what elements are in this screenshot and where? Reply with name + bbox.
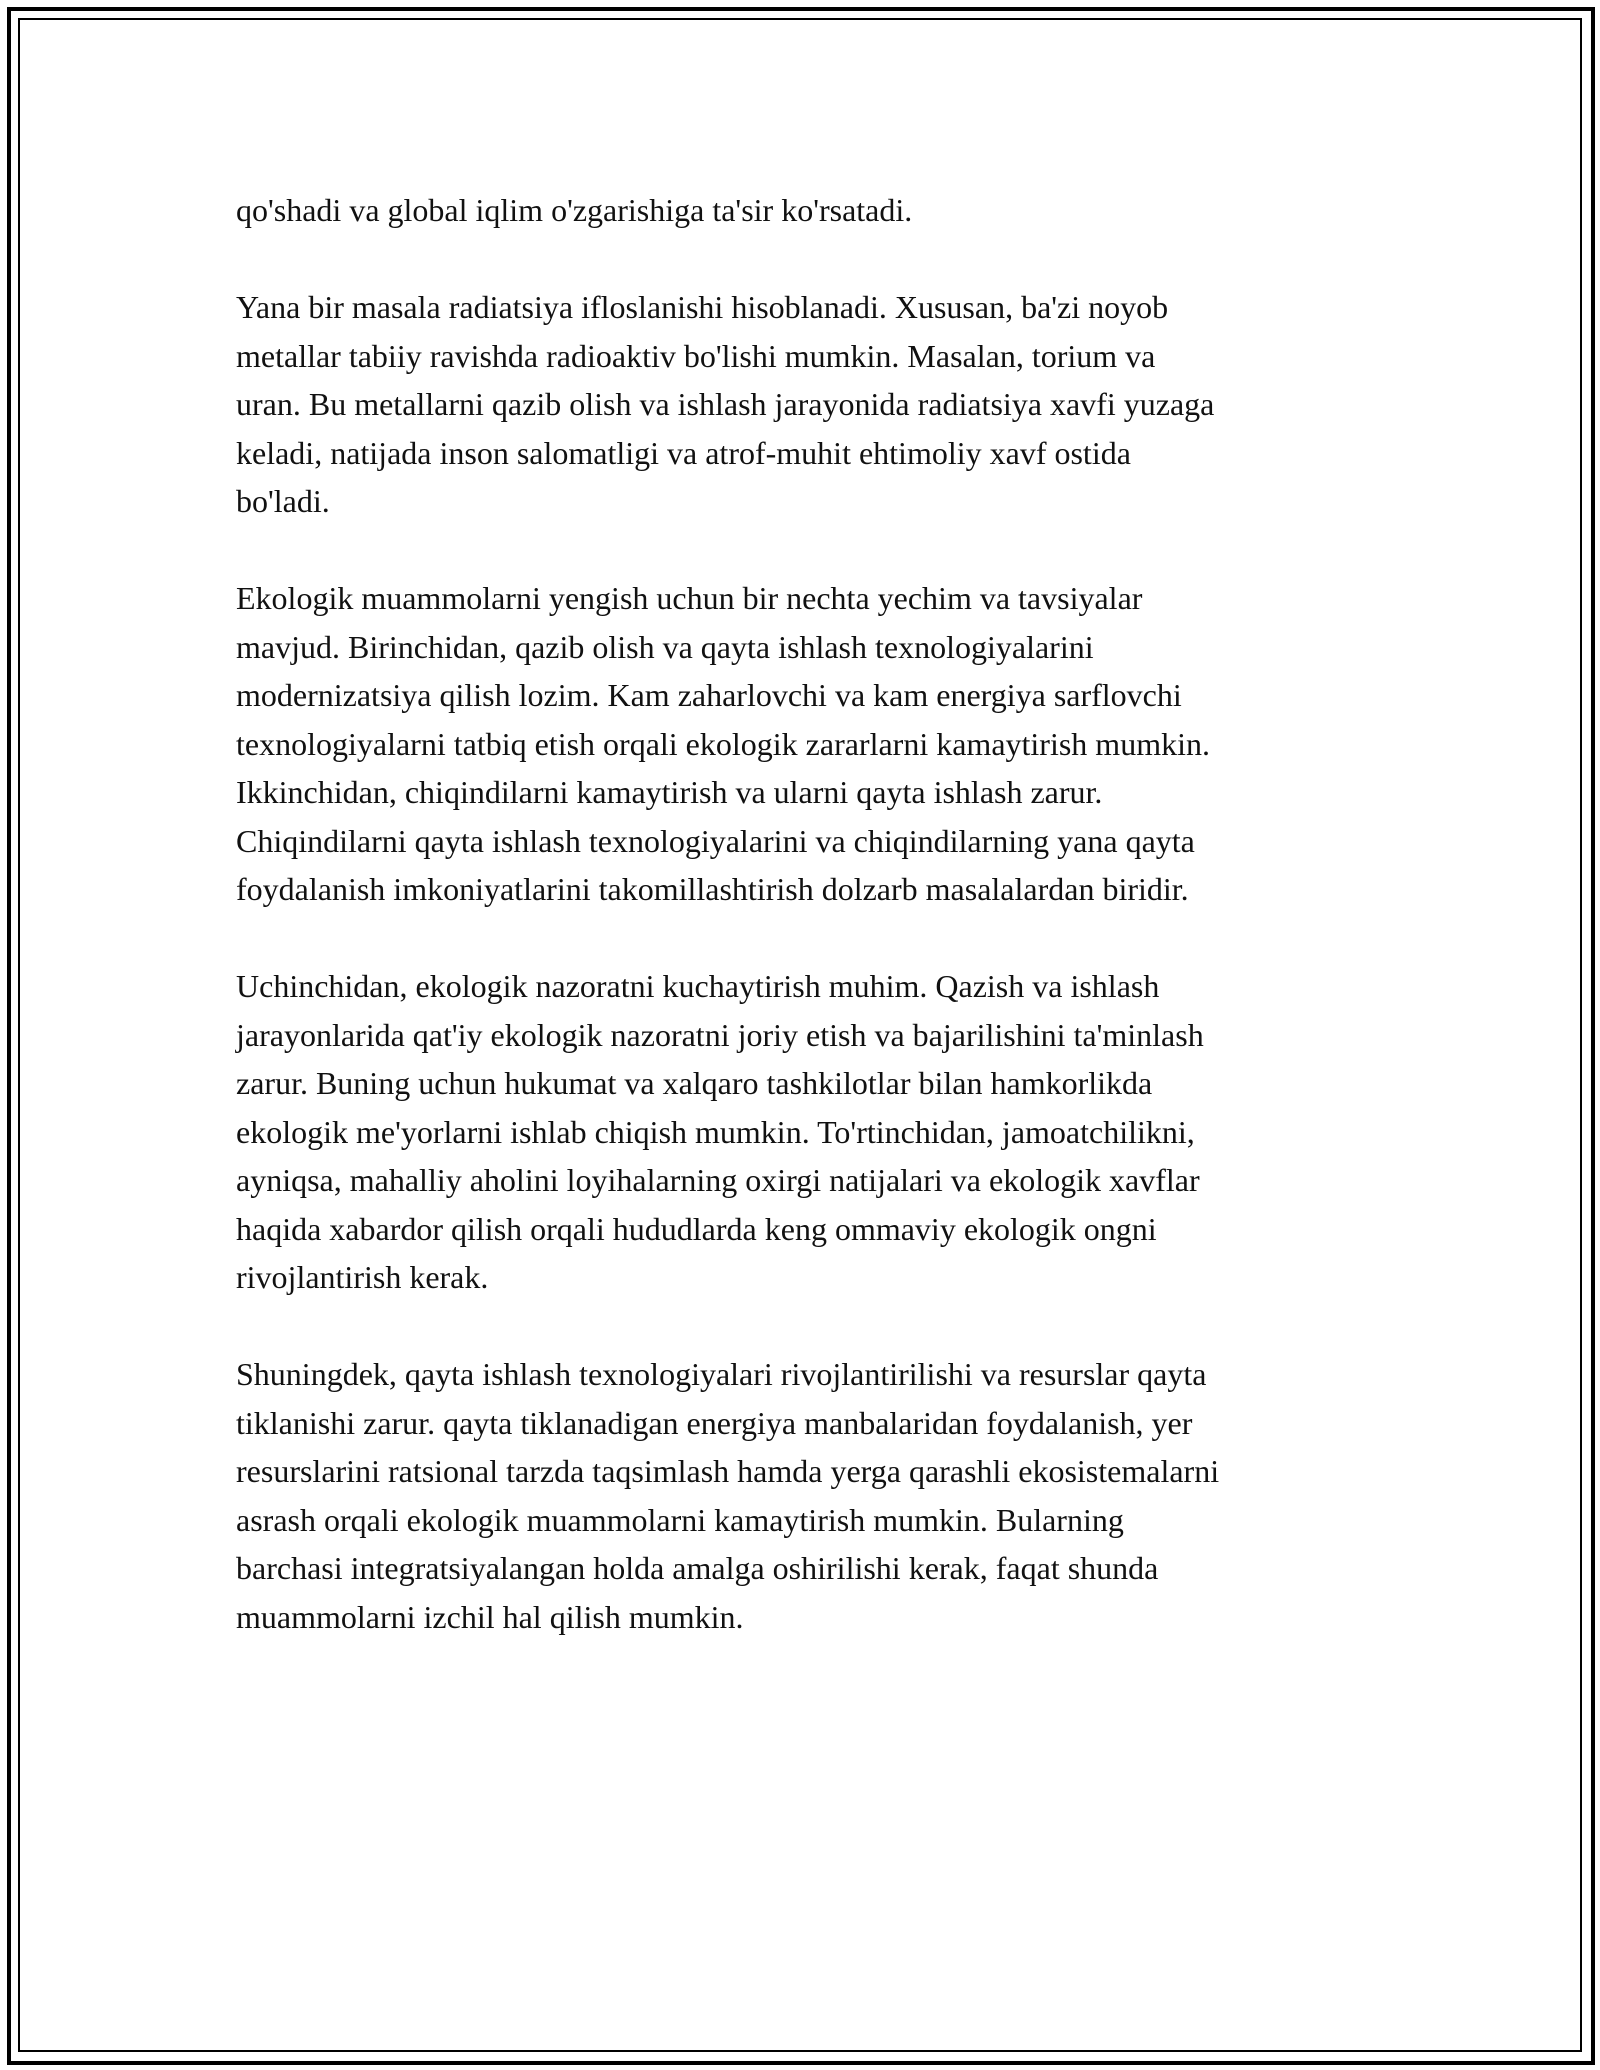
paragraph-1: qo'shadi va global iqlim o'zgarishiga ta'sir ko'rsatadi.: [236, 192, 913, 228]
paragraph-5: Shuningdek, qayta ishlash texnologiyalari rivojlantirilishi va resurslar qayta tiklanishi zarur. qayta tiklanadigan energiya manbalaridan foydalanish, yer resurslarini ratsional tarzda taqsimlash hamda yerga qarashli ekosistemalarni asrash orqali ekologik muammolarni kamaytirish mumkin. Bularning barchasi integratsiyalangan holda amalga oshirilishi kerak, faqat shunda muammolarni izchil hal qilish mumkin.: [236, 1356, 1220, 1635]
paragraph-4: Uchinchidan, ekologik nazoratni kuchaytirish muhim. Qazish va ishlash jarayonlarida qat'iy ekologik nazoratni joriy etish va bajarilishini ta'minlash zarur. Buning uchun hukumat va xalqaro tashkilotlar bilan hamkorlikda ekologik me'yorlarni ishlab chiqish mumkin. To'rtinchidan, jamoatchilikni, ayniqsa, mahalliy aholini loyihalarning oxirgi natijalari va ekologik xavflar haqida xabardor qilish orqali hududlarda keng ommaviy ekologik ongni rivojlantirish kerak.: [236, 968, 1204, 1295]
paragraph-3: Ekologik muammolarni yengish uchun bir nechta yechim va tavsiyalar mavjud. Birinchidan, qazib olish va qayta ishlash texnologiyalarini modernizatsiya qilish lozim. Kam zaharlovchi va kam energiya sarflovchi texnologiyalarni tatbiq etish orqali ekologik zararlarni kamaytirish mumkin. Ikkinchidan, chiqindilarni kamaytirish va ularni qayta ishlash zarur. Chiqindilarni qayta ishlash texnologiyalarini va chiqindilarning yana qayta foydalanish imkoniyatlarini takomillashtirish dolzarb masalalardan biridir.: [236, 580, 1210, 907]
paragraph-2: Yana bir masala radiatsiya ifloslanishi hisoblanadi. Xususan, ba'zi noyob metallar tabiiy ravishda radioaktiv bo'lishi mumkin. Masalan, torium va uran. Bu metallarni qazib olish va ishlash jarayonida radiatsiya xavfi yuzaga keladi, natijada inson salomatligi va atrof-muhit ehtimoliy xavf ostida bo'ladi.: [236, 289, 1215, 519]
document-body: [236, 186, 1386, 1690]
